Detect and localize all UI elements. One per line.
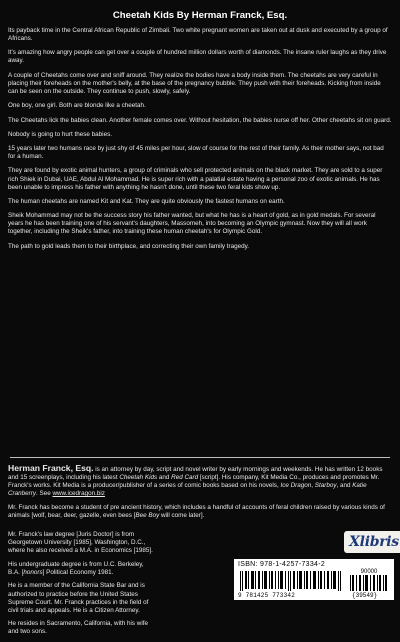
honors-text: honors (23, 568, 43, 576)
bio-text: Mr. Franck has become a student of pre ancient history, which includes a handful of accounts of feral children raised by various kinds of animals [wolf, bear, deer, gazelle, even bees [ (8, 503, 385, 519)
section-divider (10, 457, 390, 458)
book-title-cheetah-kids: Cheetah Kids (119, 474, 158, 482)
bio-text: His undergraduate degree is from U.C. Berkeley, B.A. [ (8, 560, 144, 576)
story-paragraph: It's amazing how angry people can get over a couple of hundred million dollars worth of diamonds. The insane ruler laughs as they drive away. (8, 49, 387, 65)
story-paragraph: Sheik Mohammad may not be the success story his father wanted, but what he has is a heart of gold, as in gold medals. For several years he has been training one of his servant's daughters, Massomeh, into becoming an Olympic gymnast. Now they will all work together, including the Sheik's father, into training these human cheetah's for Olympic Gold. (8, 212, 376, 236)
bio-text: . See (36, 490, 53, 498)
story-paragraph: The path to gold leads them to their birthplace, and correcting their own family tragedy. (8, 242, 250, 250)
publisher-logo (344, 531, 400, 553)
barcode-bars-icon (240, 571, 346, 591)
bio-text: ] Political Economy 1981. (42, 568, 114, 576)
story-paragraph: They are found by exotic animal hunters, a group of criminals who sell protected animals on the black market. They are sold to a super rich Shiek in Dubai, UAE, Abdul Al Mohammad. He is super rich with a palatial estate having a personal zoo of exotic animals. He has been unable to impress his father with anything he hasn't done, until these two feral kids show up. (8, 167, 383, 191)
publisher-logo-text: Xlibris (349, 534, 399, 550)
story-paragraph: Nobody is going to hurt these babies. (8, 130, 112, 138)
story-paragraph: The Cheetahs lick the babies clean. Another female comes over. Without hesitation, the babies nurse off her. Other cheetahs sit on guard. (8, 116, 392, 124)
story-paragraph: Its payback time in the Central African Republic of Zimbali. Two white pregnant women are taken out at dusk and executed by a group of Africans. (8, 27, 388, 43)
bio-text: will come later]. (159, 511, 205, 519)
bio-text: is an attorney by day, script and novel writer by early mornings and weekends. He has written 12 books and 15 screenplays, including his latest (8, 466, 383, 482)
story-paragraph: The human cheetahs are named Kit and Kat. They are quite obviously the fastest humans on earth. (8, 197, 285, 205)
bio-text: , and (336, 482, 353, 490)
isbn-barcode (234, 559, 394, 600)
bio-text: , (311, 482, 315, 490)
author-name: Herman Franck, Esq. (8, 463, 94, 473)
website-link[interactable]: www.icedragon.biz (52, 490, 105, 498)
story-paragraph: 15 years later two humans race by just shy of 45 miles per hour, slow of course for the rest of their family. As their mother says, not bad for a human. (8, 145, 384, 161)
story-synopsis (8, 27, 392, 257)
bio-paragraph-3: Mr. Franck's law degree [Juris Doctor] is from Georgetown University [1985], Washington, D.C., where he also received a M.A. in Economics [1985]. (8, 531, 153, 555)
isbn-text: ISBN: 978-1-4257-7334-2 (238, 561, 326, 568)
story-paragraph: One boy, one girl. Both are blonde like a cheetah. (8, 102, 146, 110)
bio-text: and (157, 474, 172, 482)
comic-title-starboy: Starboy (314, 482, 337, 490)
comic-title-katie-cranberry: Katie Cranberry (8, 482, 367, 498)
bio-paragraph-2 (8, 504, 392, 520)
book-title-bee-boy: Bee Boy (135, 511, 160, 519)
price-code-top: 90000 (360, 569, 378, 575)
barcode-digits: 9 781425 773342 (238, 592, 296, 599)
bio-paragraph-1 (8, 464, 392, 498)
author-bio-bottom (8, 531, 154, 642)
bio-paragraph-4 (8, 561, 154, 577)
book-title: Cheetah Kids By Herman Franck, Esq. (112, 10, 288, 21)
bio-text: [script]. His company, Kit Media Co., produces and promotes Mr. Franck's works. Kit Media is a producer/publisher of a series of comic books based on his novels, (8, 474, 380, 490)
bio-paragraph-5: He is a member of the California State Bar and is authorized to practice before the United States Supreme Court. Mr. Franck practices in the field of civil trials and appeals. He is a Citizen Attorney. (8, 582, 149, 614)
price-barcode-icon (350, 575, 388, 591)
book-title-red-card: Red Card (171, 474, 199, 482)
barcode-trailing-code: {39549} (352, 592, 378, 599)
comic-title-ice-dragon: Ice Dragon (280, 482, 312, 490)
story-paragraph: A couple of Cheetahs come over and sniff around. They realize the bodies have a body inside them. The cheetahs are very careful in placing their foreheads on the mother's belly, at the base of the pregnancy bubble. They push with their foreheads. Kicking from inside can be seen on the outside. They continue to push, slowly, safely. (8, 71, 381, 95)
bio-paragraph-6: He resides in Sacramento, California, with his wife and two sons. (8, 620, 148, 636)
author-bio-top (8, 464, 392, 526)
